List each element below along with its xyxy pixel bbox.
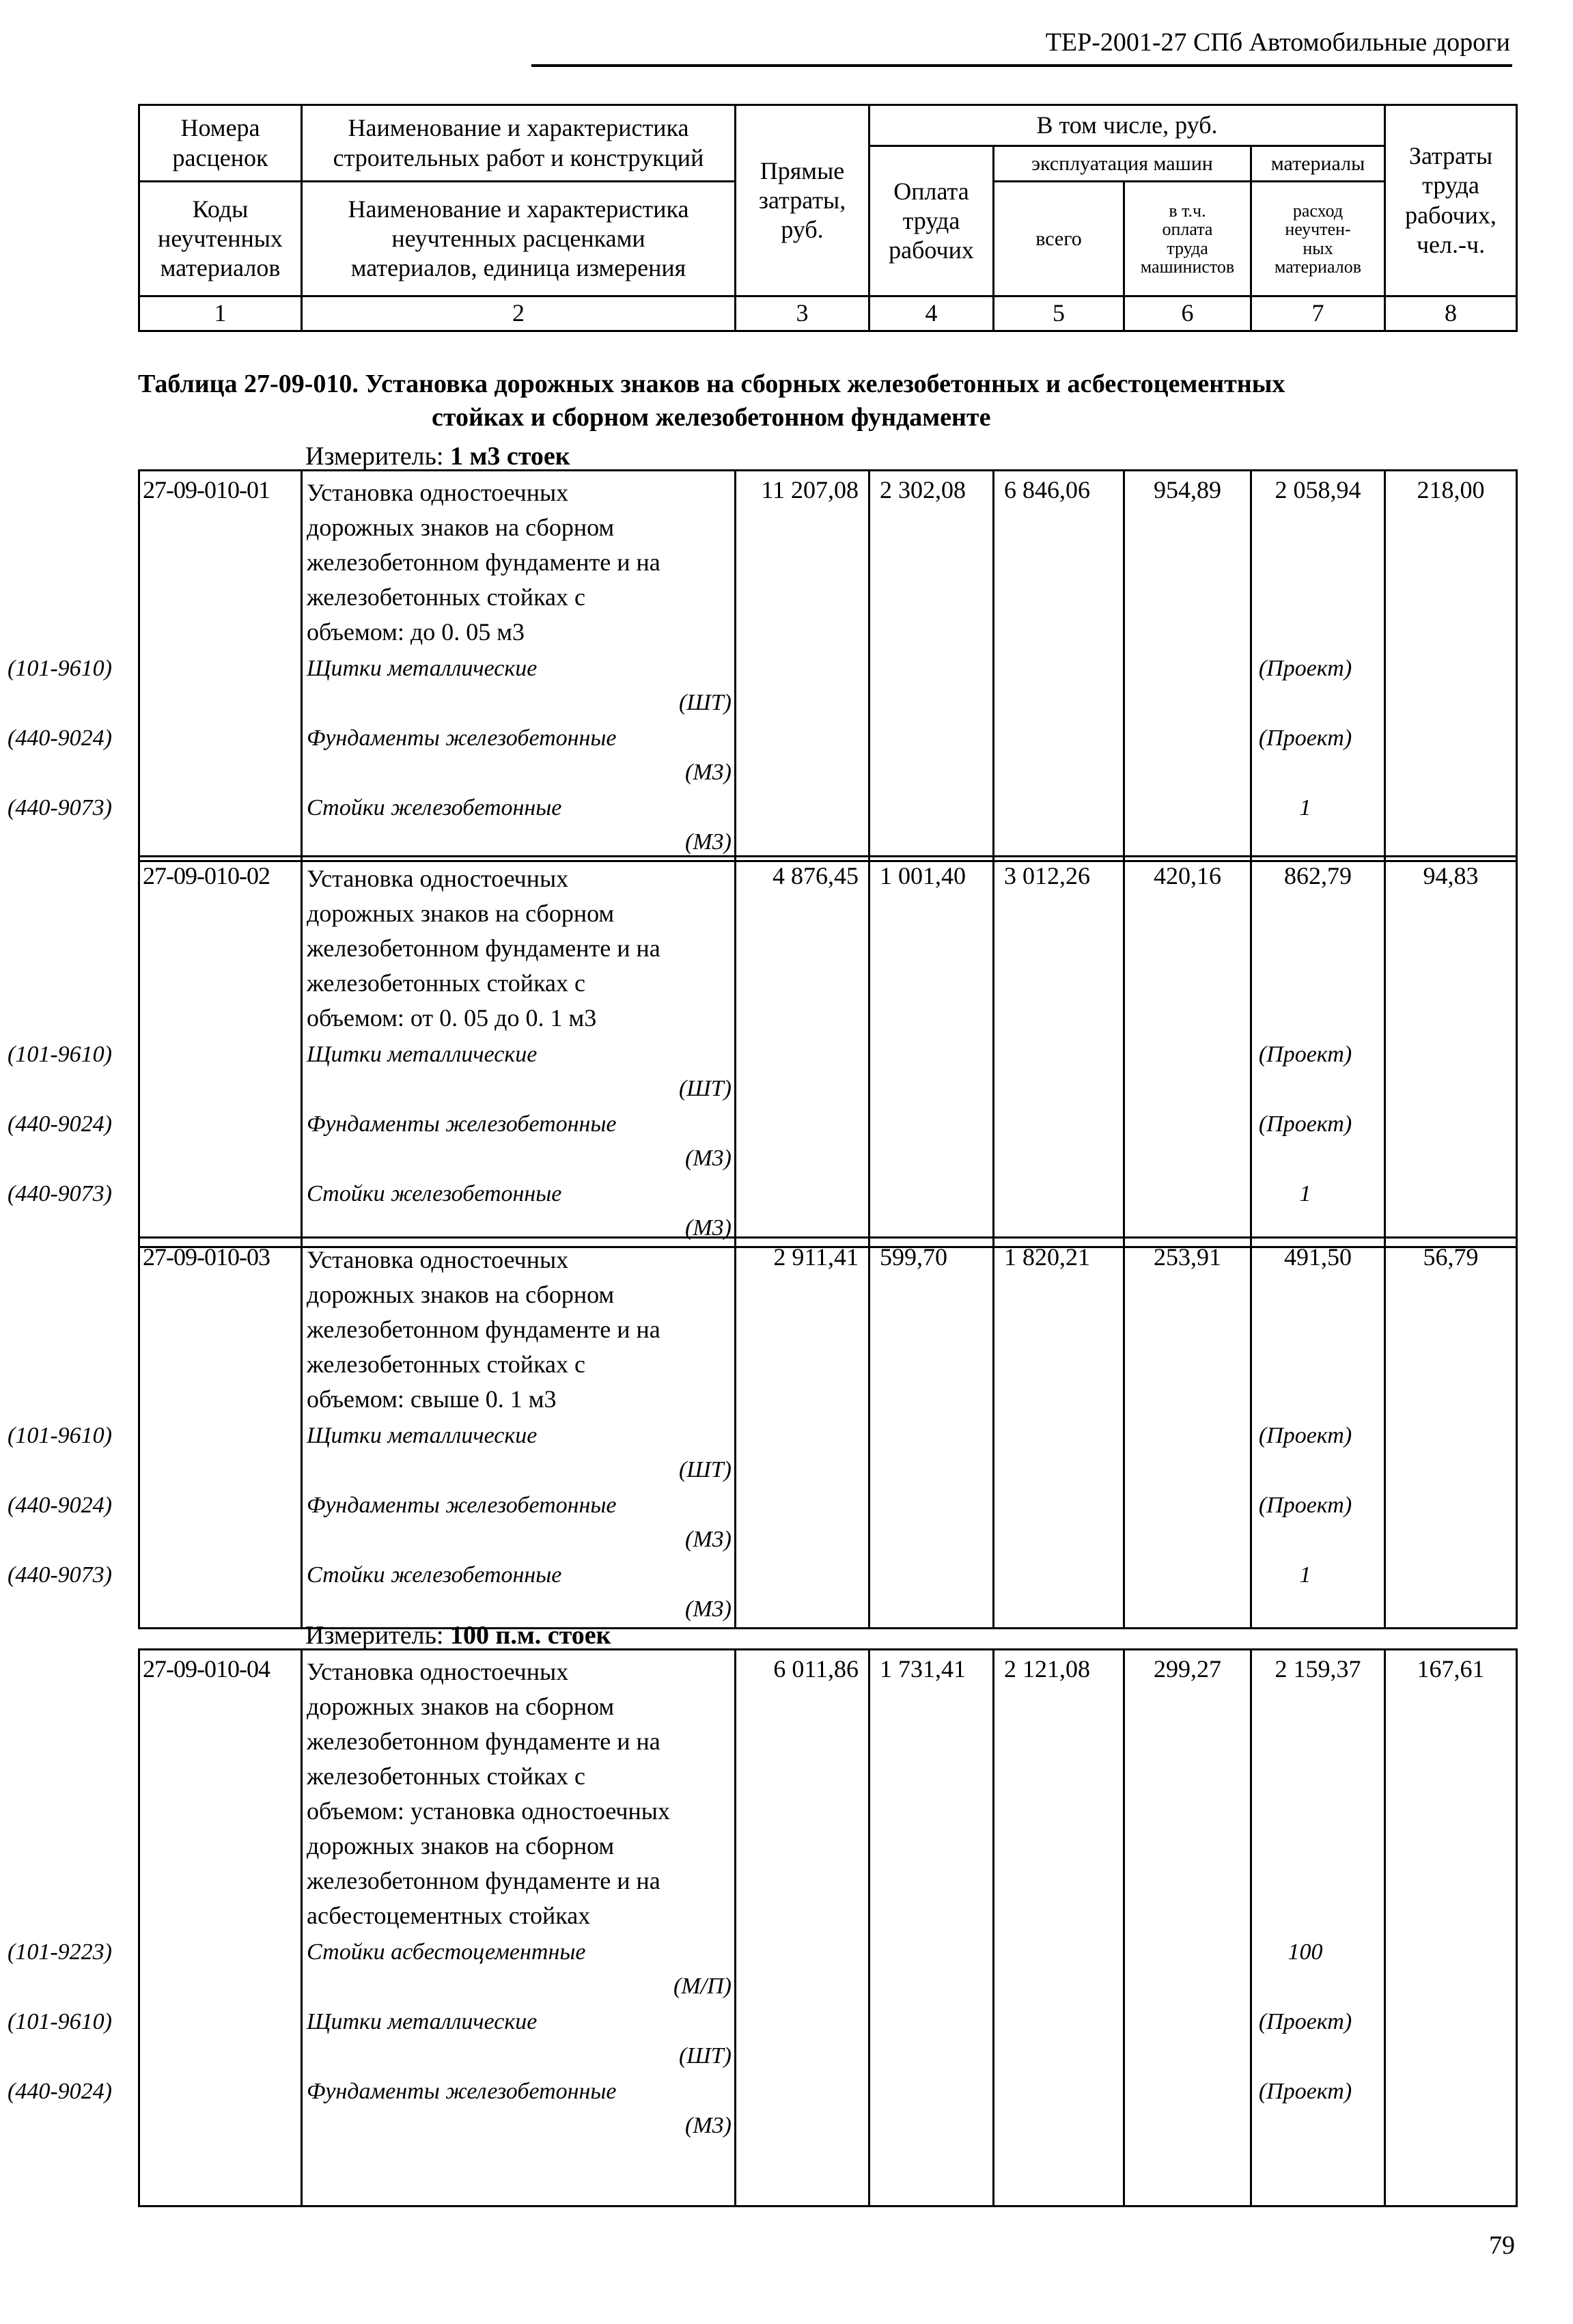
material-row <box>8 1558 1311 1627</box>
material-unit: (ШТ) <box>678 1457 732 1482</box>
col1-header-top: Номера расценок <box>139 105 302 182</box>
material-consumption: (Проект) <box>1258 2079 1352 2104</box>
materials-group-header: материалы <box>1251 146 1385 182</box>
labor-cost: 1 731,41 <box>869 1650 994 2207</box>
rate-description-line: железобетонных стойках с <box>307 969 585 997</box>
rate-block <box>8 469 1518 862</box>
rate-description-line: дорожных знаков на сборном <box>307 900 615 927</box>
labor-hours: 56,79 <box>1385 1238 1517 1629</box>
materials-list <box>8 1418 1352 1627</box>
rate-description-line: железобетонном фундаменте и на <box>307 935 660 962</box>
direct-costs: 2 911,41 <box>736 1238 869 1629</box>
material-code: (101-9610) <box>8 2009 112 2034</box>
rate-block <box>8 1648 1518 2207</box>
rate-description-line: объемом: свыше 0. 1 м3 <box>307 1385 557 1413</box>
rate-description-line: Установка одностоечных <box>307 479 569 506</box>
machinist-labor-cost: 299,27 <box>1124 1650 1251 2207</box>
material-unit: (М3) <box>685 829 732 855</box>
rate-description-line: дорожных знаков на сборном <box>307 1832 615 1859</box>
col3-header: Прямые затраты, руб. <box>736 105 869 296</box>
machine-cost-total: 2 121,08 <box>994 1650 1124 2207</box>
material-unit: (М3) <box>685 1215 732 1241</box>
rate-description-line: дорожных знаков на сборном <box>307 1281 615 1308</box>
direct-costs: 11 207,08 <box>736 471 869 861</box>
material-unit: (ШТ) <box>678 690 732 715</box>
rate-description-line: железобетонных стойках с <box>307 1762 585 1790</box>
machine-cost-total: 3 012,26 <box>994 857 1124 1247</box>
col6-header: в т.ч. оплата труда машинистов <box>1124 182 1251 296</box>
page-number: 79 <box>1489 2231 1515 2260</box>
rate-description-line: Установка одностоечных <box>307 1246 569 1273</box>
material-consumption: (Проект) <box>1258 1111 1352 1137</box>
material-row <box>8 1176 1311 1246</box>
material-code: (101-9223) <box>8 1939 112 1965</box>
material-row <box>8 2074 1352 2144</box>
material-name: Щитки металлические <box>307 2009 538 2034</box>
rate-block <box>8 1236 1518 1629</box>
machine-cost-total: 6 846,06 <box>994 471 1124 861</box>
labor-hours: 167,61 <box>1385 1650 1517 2207</box>
material-row <box>8 790 1311 860</box>
material-row <box>8 651 1352 721</box>
material-consumption: 1 <box>1299 1562 1311 1588</box>
labor-hours: 94,83 <box>1385 857 1517 1247</box>
material-consumption: (Проект) <box>1258 725 1352 751</box>
material-row <box>8 2004 1352 2074</box>
col-number: 2 <box>302 296 736 331</box>
rate-description-line: Установка одностоечных <box>307 1658 569 1685</box>
material-consumption: (Проект) <box>1258 1042 1352 1067</box>
rate-description-line: объемом: до 0. 05 м3 <box>307 618 525 646</box>
material-consumption: (Проект) <box>1258 1423 1352 1448</box>
material-unit: (М3) <box>685 760 732 785</box>
material-consumption: (Проект) <box>1258 656 1352 681</box>
material-name: Фундаменты железобетонные <box>307 725 617 751</box>
material-row <box>8 1418 1352 1488</box>
rate-description-line: объемом: установка одностоечных <box>307 1797 670 1825</box>
col2-header-bottom: Наименование и характеристика неучтенных расценками материалов, единица измерения <box>302 182 736 296</box>
material-unit: (М/П) <box>673 1974 732 1999</box>
rate-description-line: Установка одностоечных <box>307 865 569 892</box>
material-name: Фундаменты железобетонные <box>307 1493 617 1518</box>
col-number: 7 <box>1251 296 1385 331</box>
rate-description-line: асбестоцементных стойках <box>307 1902 591 1929</box>
rate-description-line: железобетонном фундаменте и на <box>307 1316 660 1343</box>
material-consumption: (Проект) <box>1258 1493 1352 1518</box>
material-name: Щитки металлические <box>307 656 538 681</box>
material-consumption: 1 <box>1299 795 1311 820</box>
labor-cost: 599,70 <box>869 1238 994 1629</box>
rate-block <box>8 855 1518 1248</box>
material-unit: (М3) <box>685 1596 732 1622</box>
col2-header-top: Наименование и характеристика строительных работ и конструкций <box>302 105 736 182</box>
rate-description-line: объемом: от 0. 05 до 0. 1 м3 <box>307 1004 597 1032</box>
material-name: Стойки железобетонные <box>307 1181 562 1206</box>
material-name: Щитки металлические <box>307 1042 538 1067</box>
material-code: (440-9024) <box>8 1493 112 1518</box>
materials-cost: 862,79 <box>1251 857 1385 1247</box>
material-code: (101-9610) <box>8 1042 112 1067</box>
material-name: Фундаменты железобетонные <box>307 2079 617 2104</box>
machines-group-header: эксплуатация машин <box>994 146 1251 182</box>
material-row <box>8 721 1352 790</box>
col7-header: расход неучтен- ных материалов <box>1251 182 1385 296</box>
material-row <box>8 1107 1352 1176</box>
table-title-line2: стойках и сборном железобетонном фундаменте <box>432 402 991 432</box>
rate-description-line: железобетонном фундаменте и на <box>307 1867 660 1894</box>
rate-description-line: железобетонном фундаменте и на <box>307 1728 660 1755</box>
materials-list <box>8 1935 1352 2144</box>
material-consumption: 100 <box>1287 1939 1323 1965</box>
machinist-labor-cost: 253,91 <box>1124 1238 1251 1629</box>
material-consumption: 1 <box>1299 1181 1311 1206</box>
rate-code: 27-09-010-03 <box>139 1238 302 1629</box>
rate-code: 27-09-010-01 <box>139 471 302 861</box>
material-code: (440-9073) <box>8 1562 112 1588</box>
material-name: Стойки железобетонные <box>307 1562 562 1588</box>
col5-header: всего <box>994 182 1124 296</box>
col-number: 5 <box>994 296 1124 331</box>
unit-of-measure: Измеритель: 100 п.м. стоек <box>305 1621 611 1650</box>
materials-cost: 2 058,94 <box>1251 471 1385 861</box>
rate-description-line: дорожных знаков на сборном <box>307 1693 615 1720</box>
materials-cost: 491,50 <box>1251 1238 1385 1629</box>
material-consumption: (Проект) <box>1258 2009 1352 2034</box>
material-code: (440-9073) <box>8 1181 112 1206</box>
material-unit: (М3) <box>685 1527 732 1552</box>
material-unit: (ШТ) <box>678 2043 732 2069</box>
table-title <box>138 368 1477 434</box>
materials-list <box>8 651 1352 860</box>
col4-header: Оплата труда рабочих <box>869 146 994 296</box>
machinist-labor-cost: 420,16 <box>1124 857 1251 1247</box>
document-header: ТЕР-2001-27 СПб Автомобильные дороги <box>1045 28 1510 57</box>
rate-description-line: железобетонных стойках с <box>307 1351 585 1378</box>
rate-description-line: железобетонных стойках с <box>307 583 585 611</box>
material-code: (101-9610) <box>8 656 112 681</box>
labor-cost: 2 302,08 <box>869 471 994 861</box>
col-number: 6 <box>1124 296 1251 331</box>
labor-cost: 1 001,40 <box>869 857 994 1247</box>
material-name: Фундаменты железобетонные <box>307 1111 617 1137</box>
material-code: (440-9073) <box>8 795 112 820</box>
materials-cost: 2 159,37 <box>1251 1650 1385 2207</box>
direct-costs: 4 876,45 <box>736 857 869 1247</box>
material-code: (440-9024) <box>8 1111 112 1137</box>
col1-header-bottom: Коды неучтенных материалов <box>139 182 302 296</box>
material-unit: (ШТ) <box>678 1076 732 1101</box>
header-rule <box>531 64 1512 67</box>
direct-costs: 6 011,86 <box>736 1650 869 2207</box>
col-number: 8 <box>1385 296 1517 331</box>
col-number: 4 <box>869 296 994 331</box>
material-row <box>8 1488 1352 1558</box>
machinist-labor-cost: 954,89 <box>1124 471 1251 861</box>
col8-header: Затраты труда рабочих, чел.-ч. <box>1385 105 1517 296</box>
materials-list <box>8 1037 1352 1246</box>
material-code: (440-9024) <box>8 2079 112 2104</box>
material-unit: (М3) <box>685 1146 732 1171</box>
material-name: Стойки железобетонные <box>307 795 562 820</box>
group-header: В том числе, руб. <box>869 105 1385 146</box>
material-code: (101-9610) <box>8 1423 112 1448</box>
rate-description-line: дорожных знаков на сборном <box>307 514 615 541</box>
material-name: Стойки асбестоцементные <box>307 1939 586 1965</box>
rate-code: 27-09-010-04 <box>139 1650 302 2207</box>
rate-description-line: железобетонном фундаменте и на <box>307 549 660 576</box>
col-number: 3 <box>736 296 869 331</box>
machine-cost-total: 1 820,21 <box>994 1238 1124 1629</box>
material-row <box>8 1935 1323 2004</box>
material-name: Щитки металлические <box>307 1423 538 1448</box>
column-header-table <box>138 104 1518 332</box>
table-title-line1: Таблица 27-09-010. Установка дорожных знаков на сборных железобетонных и асбестоцементных <box>138 370 1285 398</box>
rate-code: 27-09-010-02 <box>139 857 302 1247</box>
labor-hours: 218,00 <box>1385 471 1517 861</box>
material-code: (440-9024) <box>8 725 112 751</box>
col-number: 1 <box>139 296 302 331</box>
material-unit: (М3) <box>685 2113 732 2138</box>
unit-of-measure: Измеритель: 1 м3 стоек <box>305 442 570 471</box>
material-row <box>8 1037 1352 1107</box>
